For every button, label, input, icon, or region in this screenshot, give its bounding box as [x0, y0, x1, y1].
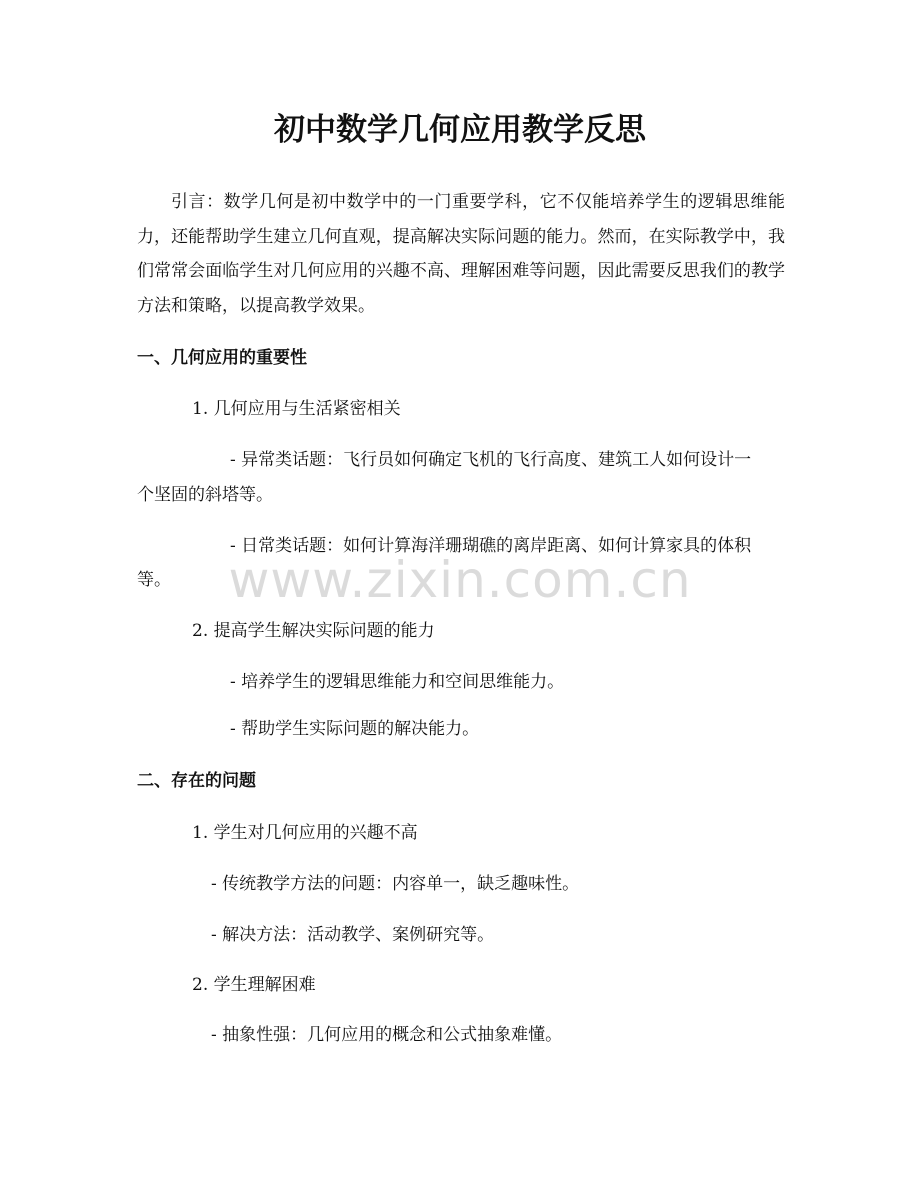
list-item-life-related: 1. 几何应用与生活紧密相关	[192, 399, 401, 419]
sub-item-logic-spatial: - 培养学生的逻辑思维能力和空间思维能力。	[230, 672, 565, 692]
list-item-problem-solving: 2. 提高学生解决实际问题的能力	[192, 621, 435, 641]
list-item-understanding-difficulty: 2. 学生理解困难	[192, 975, 316, 995]
sub-item-solutions: - 解决方法：活动教学、案例研究等。	[211, 925, 495, 945]
document-title: 初中数学几何应用教学反思	[274, 112, 646, 148]
intro-paragraph: 引言：数学几何是初中数学中的一门重要学科，它不仅能培养学生的逻辑思维能力，还能帮助学生建立几何直观，提高解决实际问题的能力。然而，在实际教学中，我们常常会面临学生对几何应用的兴趣不高、理解困难等问题，因此需要反思我们的教学方法和策略，以提高教学效果。	[137, 192, 785, 316]
sub-item-traditional-methods: - 传统教学方法的问题：内容单一，缺乏趣味性。	[211, 874, 580, 894]
sub-item-unusual-topics-line2: 个坚固的斜塔等。	[137, 485, 273, 505]
sub-item-daily-topics-line1: - 日常类话题：如何计算海洋珊瑚礁的离岸距离、如何计算家具的体积	[230, 536, 752, 556]
list-item-low-interest: 1. 学生对几何应用的兴趣不高	[192, 823, 418, 843]
section-heading-problems: 二、存在的问题	[137, 771, 256, 791]
sub-item-abstractness: - 抽象性强：几何应用的概念和公式抽象难懂。	[211, 1025, 563, 1045]
section-heading-importance: 一、几何应用的重要性	[137, 348, 307, 368]
sub-item-daily-topics-line2: 等。	[137, 570, 171, 590]
sub-item-unusual-topics-line1: - 异常类话题：飞行员如何确定飞机的飞行高度、建筑工人如何设计一	[230, 450, 752, 470]
sub-item-practical-ability: - 帮助学生实际问题的解决能力。	[230, 719, 480, 739]
watermark: www.zixin.com.cn	[228, 551, 692, 609]
